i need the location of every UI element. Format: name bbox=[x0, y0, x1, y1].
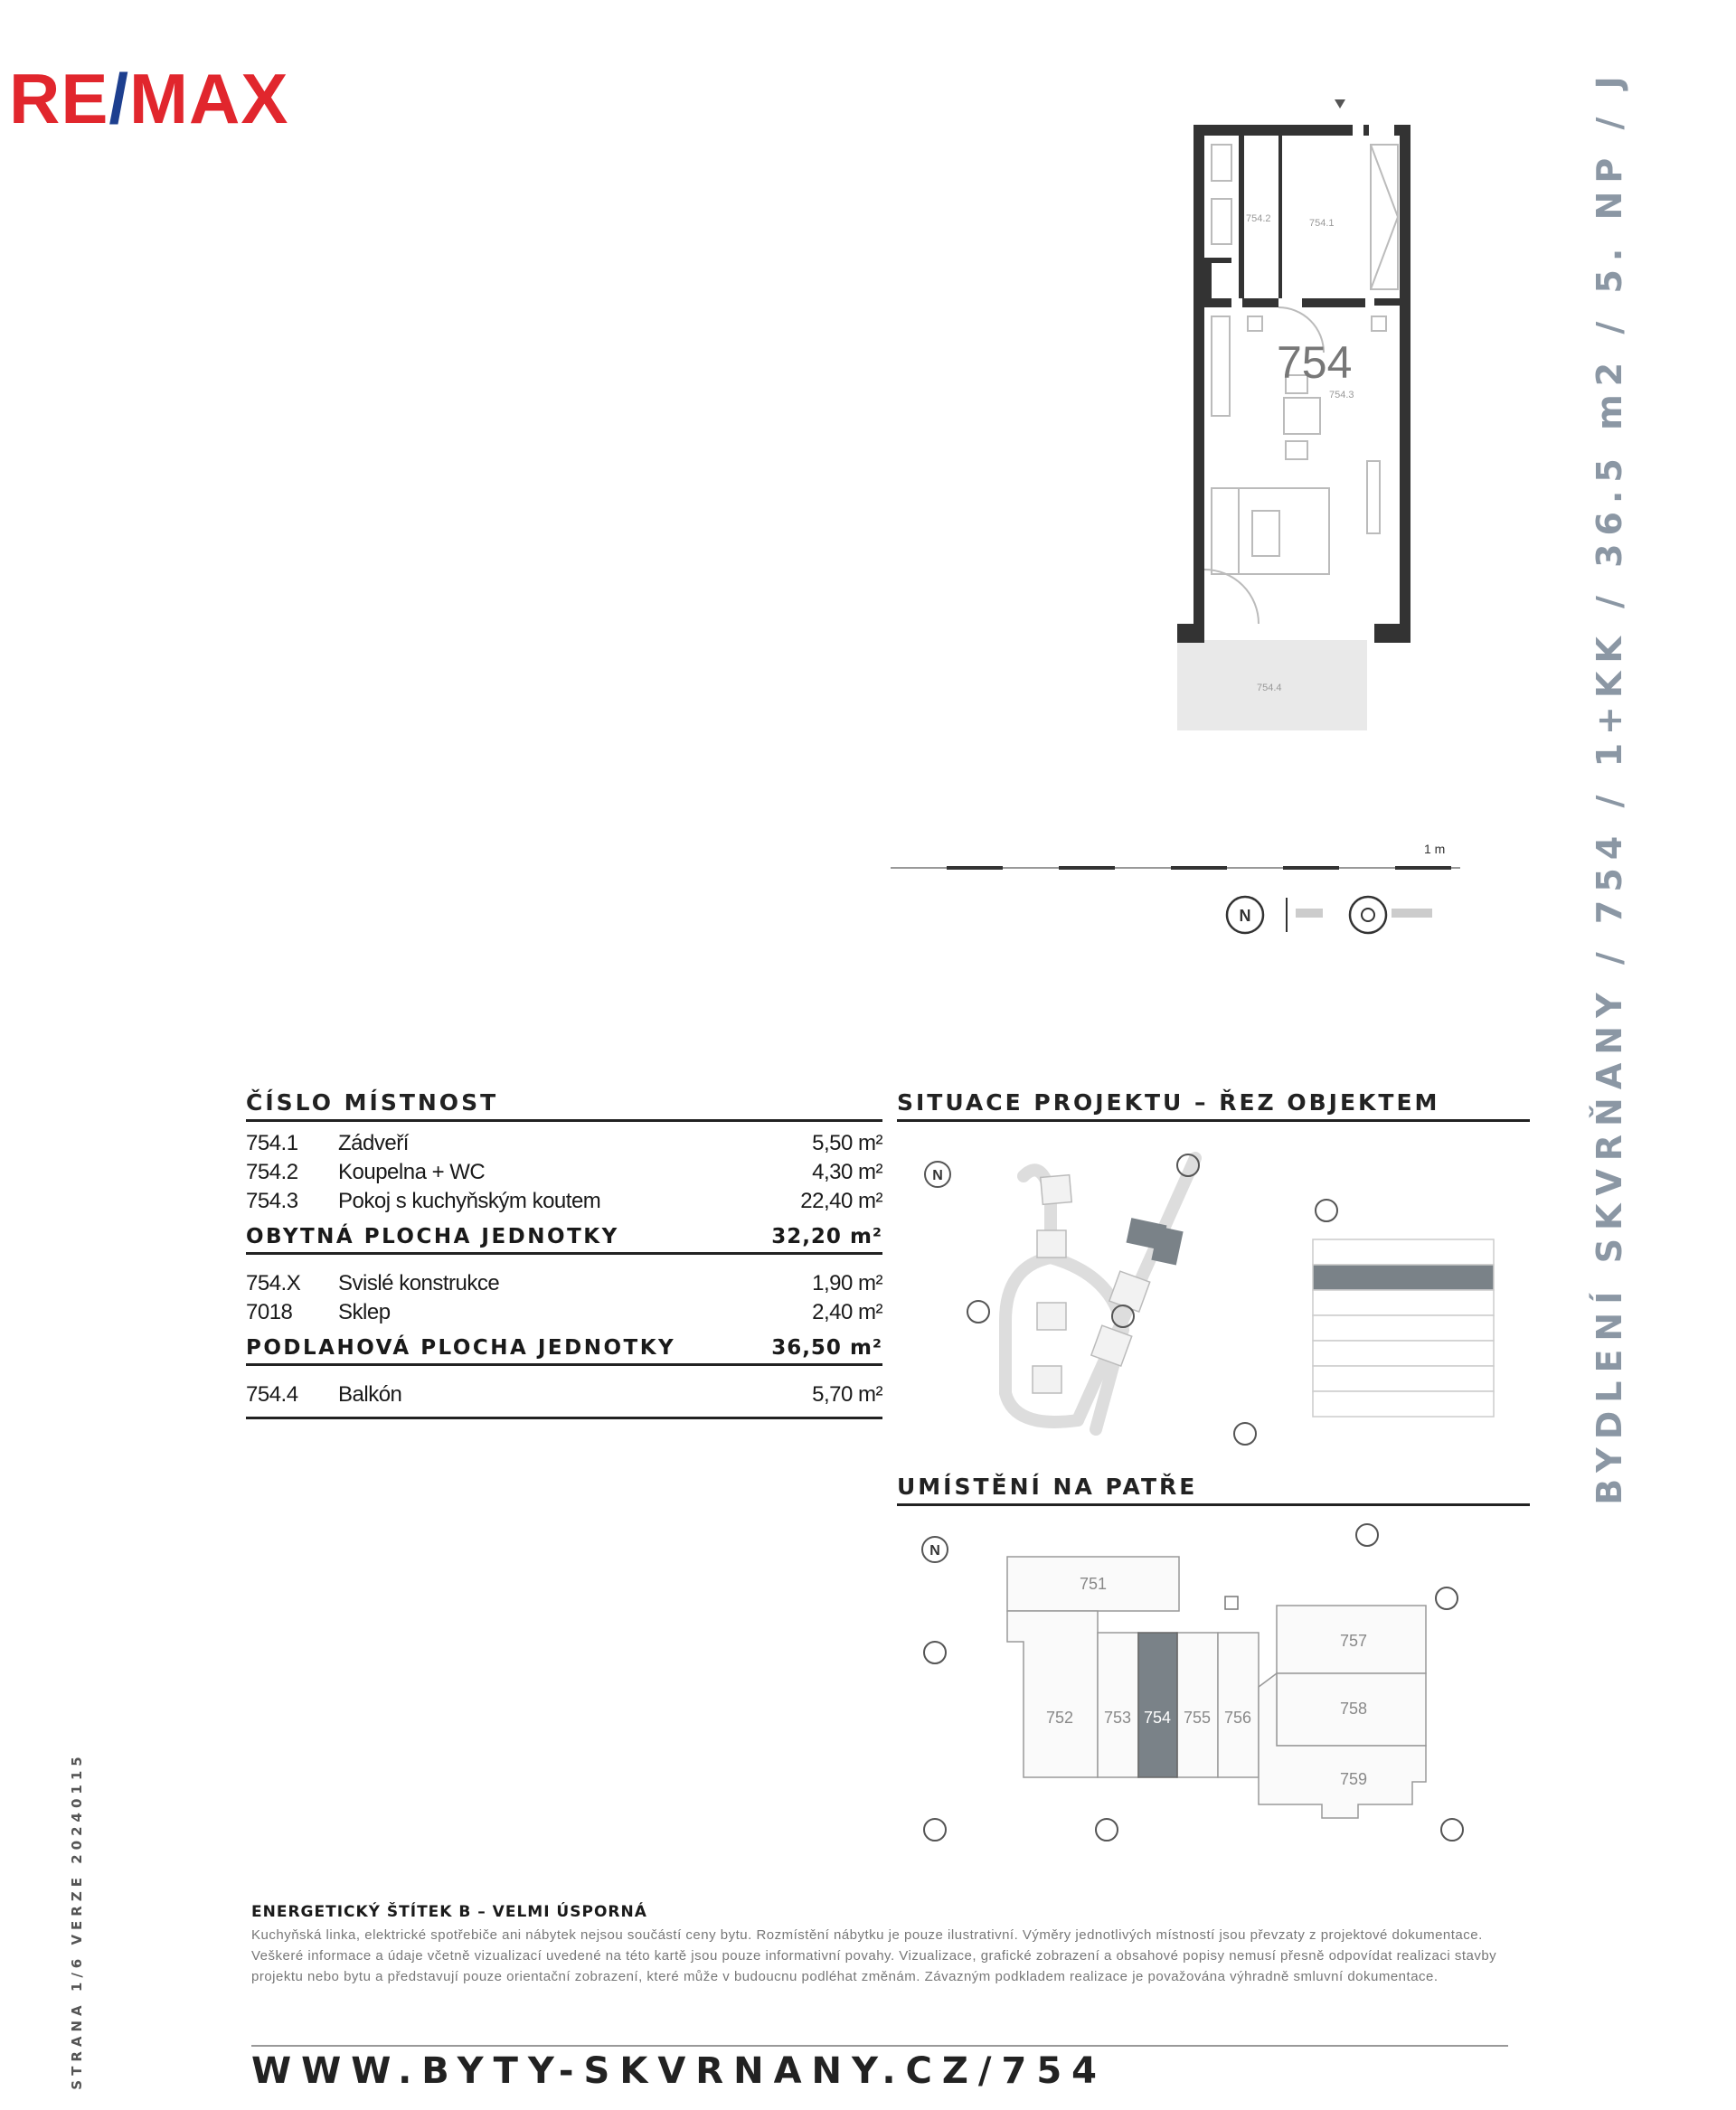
vertical-title: BYDLENÍ SKVRŇANY / 754 / 1+KK / 36.5 m2 / 5. NP / J bbox=[1590, 68, 1629, 1505]
table-row: 754.4 Balkón 5,70 m² bbox=[246, 1382, 882, 1407]
site-plan bbox=[897, 1122, 1530, 1456]
room-group-2 bbox=[246, 1262, 882, 1327]
svg-text:758: 758 bbox=[1339, 1700, 1368, 1718]
table-row: 754.1 Zádveří 5,50 m² bbox=[246, 1131, 882, 1155]
svg-text:1 m: 1 m bbox=[1424, 842, 1446, 856]
version-label: STRANA 1/6 VERZE 20240115 bbox=[69, 1752, 85, 2090]
site-section bbox=[897, 1089, 1530, 1461]
svg-text:754.4: 754.4 bbox=[1257, 683, 1282, 693]
svg-text:N: N bbox=[929, 1543, 940, 1559]
svg-text:751: 751 bbox=[1079, 1575, 1108, 1593]
table-row: 754.2 Koupelna + WC 4,30 m² bbox=[246, 1160, 882, 1184]
stair-icon bbox=[1225, 1597, 1238, 1609]
svg-text:754.1: 754.1 bbox=[1309, 218, 1335, 229]
entrance-marker bbox=[1335, 99, 1345, 108]
disclaimer-text: Kuchyňská linka, elektrické spotřebiče ani nábytek nejsou součástí ceny bytu. Rozmístění nábytku je pouze ilustrativní. Výměry jednotlivých místností jsou převzaty z projektové dokumentace. Veškeré informace a údaje včetně vizualizací uvedené na této kartě jsou pouze informativní povahy. Vizualizace, grafické zobrazení a obsahové popisy nemusí přesně odpovídat realizaci stavby projektu nebo bytu a představují pouze orientační zobrazení, které může v budoucnu podléhat změnám. Závazným podkladem realizace je považována výhradně smluvní dokumentace. bbox=[251, 1927, 1497, 1984]
svg-text:756: 756 bbox=[1223, 1709, 1252, 1727]
table-row: 7018 Sklep 2,40 m² bbox=[246, 1300, 882, 1324]
ceiling-height-icon bbox=[1350, 897, 1386, 933]
plan-legend bbox=[1225, 890, 1465, 945]
svg-text:757: 757 bbox=[1339, 1632, 1368, 1650]
svg-text:752: 752 bbox=[1045, 1709, 1074, 1727]
svg-text:N: N bbox=[932, 1168, 943, 1183]
floor-area-total: PODLAHOVÁ PLOCHA JEDNOTKY 36,50 m² bbox=[246, 1327, 882, 1366]
room-table bbox=[246, 1089, 882, 1419]
energy-note bbox=[251, 1903, 1508, 1987]
floor-location-plan bbox=[897, 1506, 1530, 1868]
svg-text:753: 753 bbox=[1103, 1709, 1132, 1727]
website-link[interactable]: WWW.BYTY-SKVRNANY.CZ/754 bbox=[251, 2050, 1108, 2092]
svg-text:N: N bbox=[1239, 907, 1251, 925]
svg-text:755: 755 bbox=[1183, 1709, 1212, 1727]
room-group-3 bbox=[246, 1373, 882, 1419]
footer-divider bbox=[251, 2045, 1508, 2047]
room-group-1 bbox=[246, 1122, 882, 1216]
svg-text:754.3: 754.3 bbox=[1329, 390, 1354, 400]
floor-location-title: UMÍSTĚNÍ NA PATŘE bbox=[897, 1474, 1530, 1506]
svg-text:759: 759 bbox=[1339, 1770, 1368, 1788]
energy-title: ENERGETICKÝ ŠTÍTEK B – VELMI ÚSPORNÁ bbox=[251, 1903, 647, 1921]
site-section-title: SITUACE PROJEKTU – ŘEZ OBJEKTEM bbox=[897, 1089, 1530, 1122]
table-row: 754.3 Pokoj s kuchyňským koutem 22,40 m² bbox=[246, 1189, 882, 1213]
floor-plan bbox=[1157, 99, 1483, 741]
remax-logo: RE/MAX bbox=[9, 59, 289, 138]
svg-text:754.2: 754.2 bbox=[1246, 213, 1271, 224]
floor-location-section bbox=[897, 1474, 1530, 1872]
svg-text:754: 754 bbox=[1143, 1709, 1172, 1727]
room-table-title: ČÍSLO MÍSTNOST bbox=[246, 1089, 882, 1122]
scale-bar bbox=[891, 841, 1460, 877]
table-row: 754.X Svislé konstrukce 1,90 m² bbox=[246, 1271, 882, 1295]
living-area-total: OBYTNÁ PLOCHA JEDNOTKY 32,20 m² bbox=[246, 1216, 882, 1255]
highlighted-unit bbox=[1138, 1633, 1177, 1777]
unit-number: 754 bbox=[1277, 337, 1353, 388]
